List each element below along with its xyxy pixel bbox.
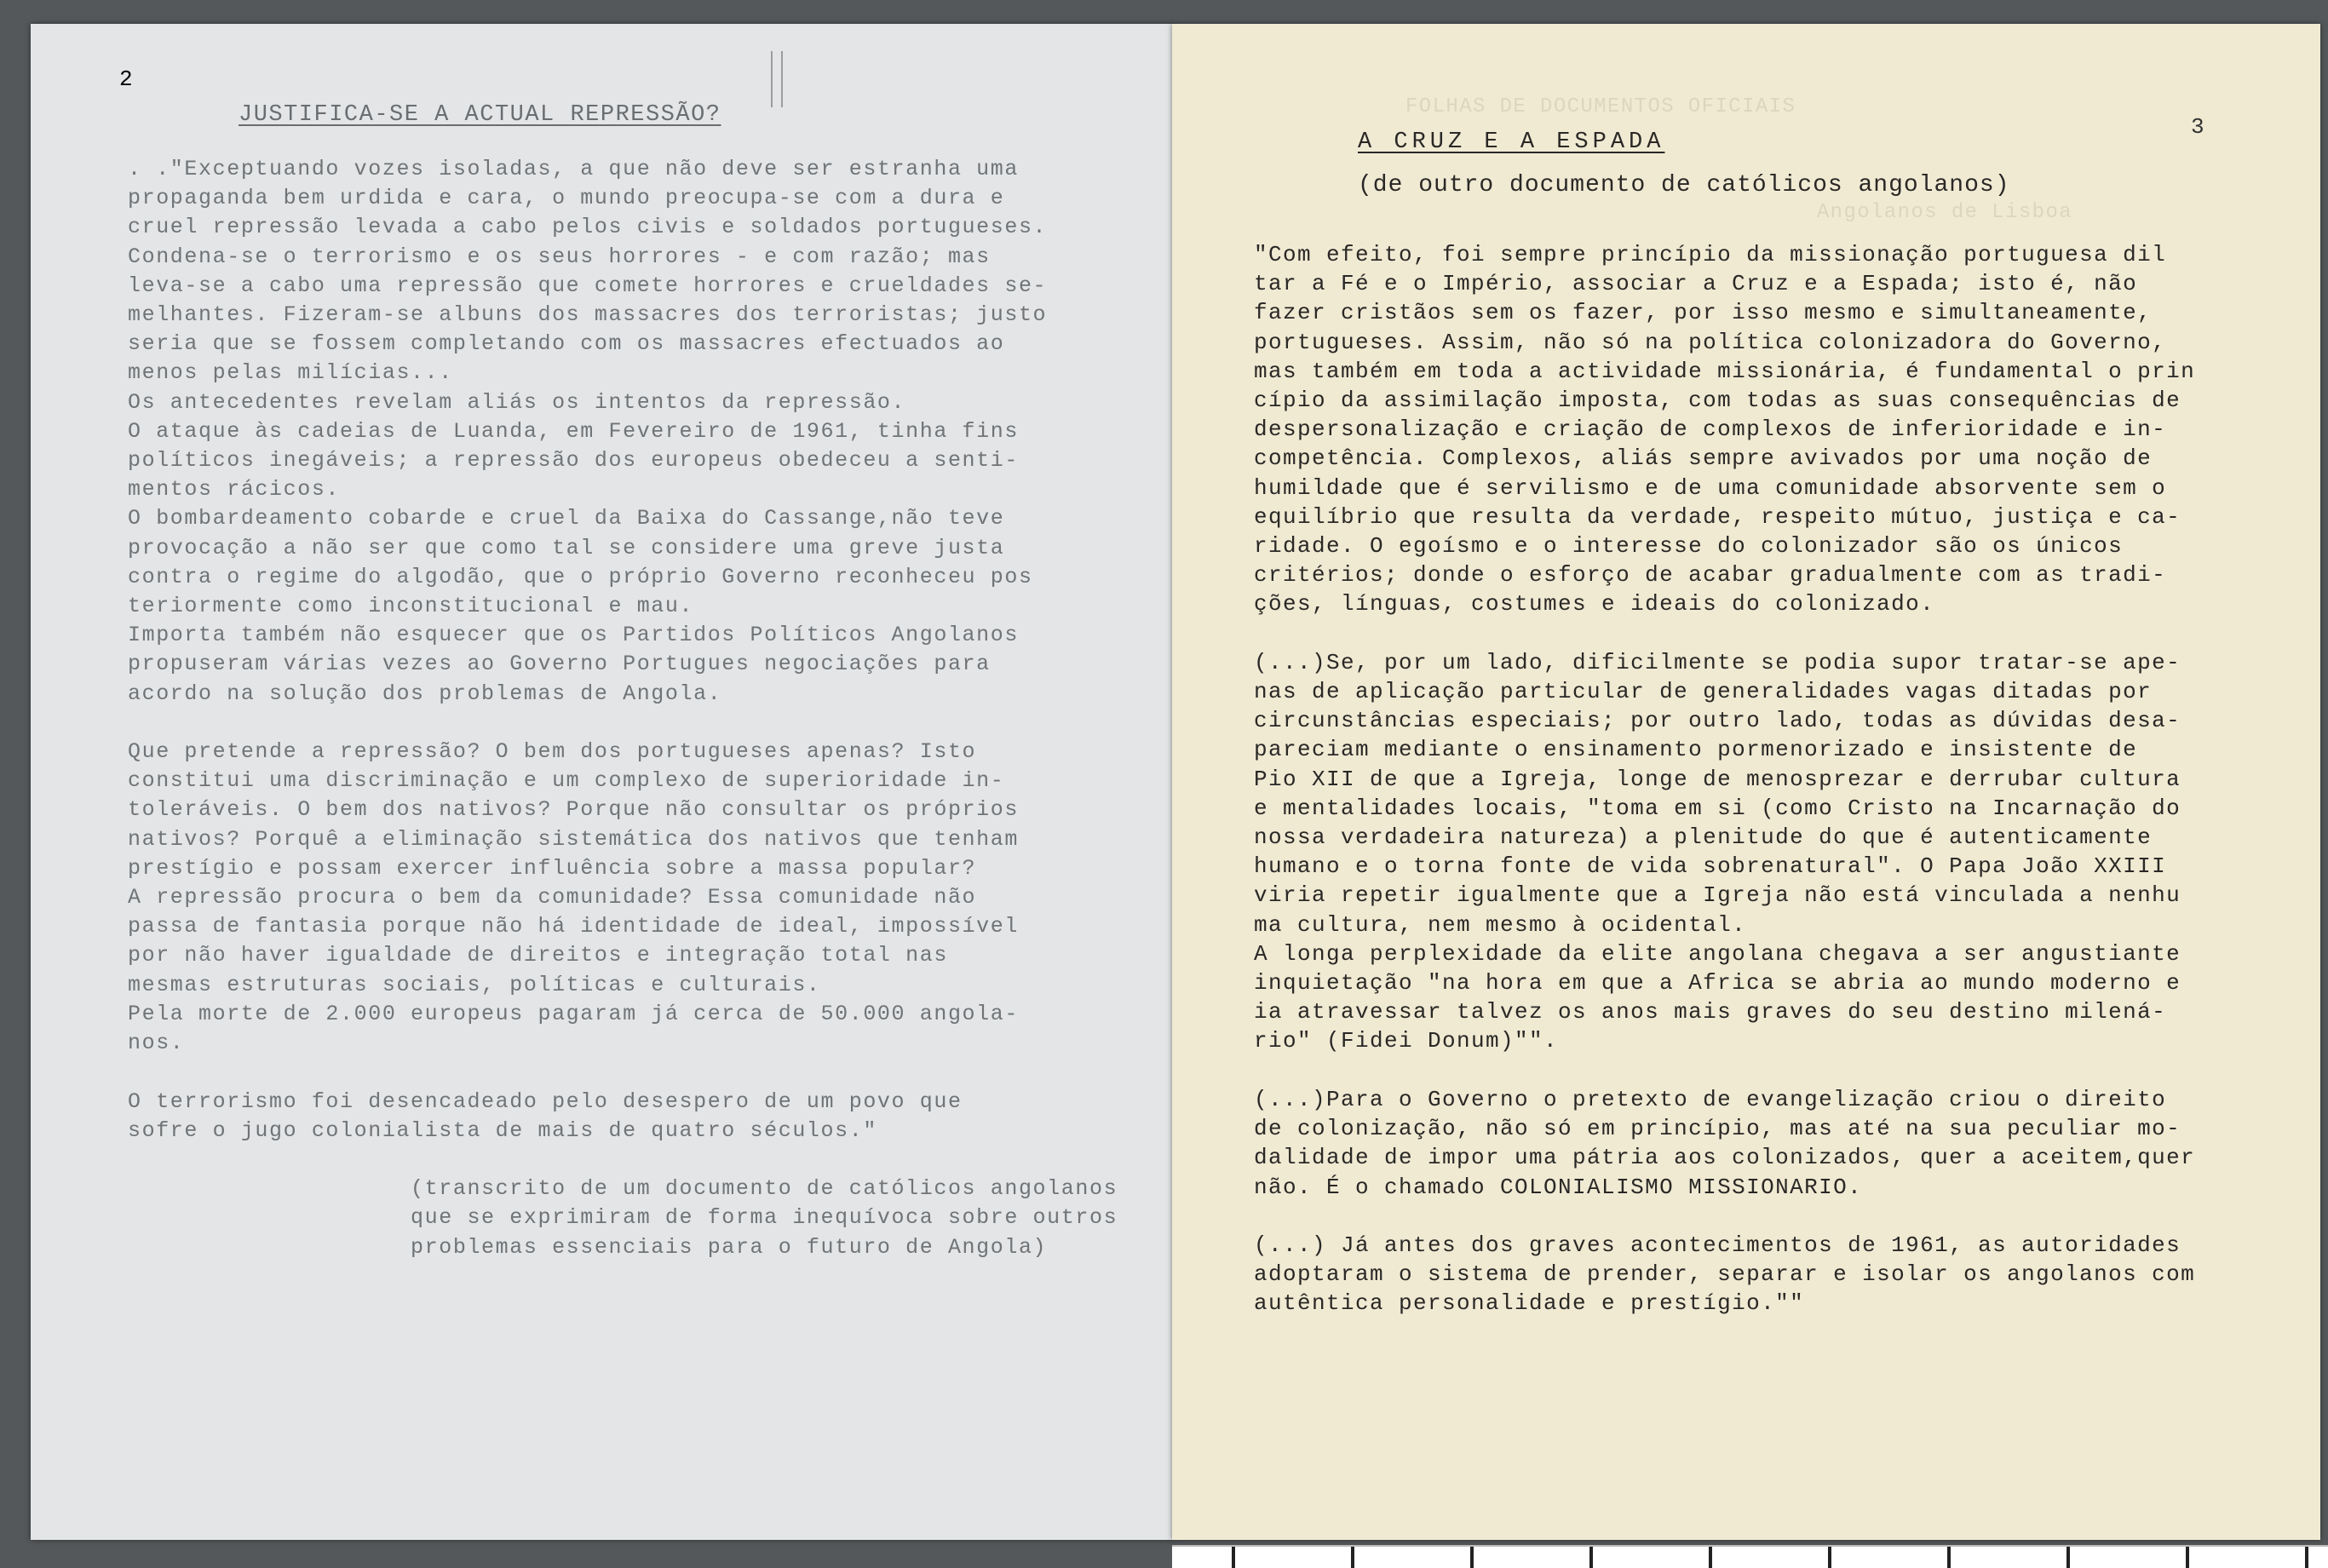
text-line: (transcrito de um documento de católicos angolanos: [128, 1176, 1118, 1202]
text-line: ções, línguas, costumes e ideais do colonizado.: [1254, 591, 1935, 617]
text-line: O bombardeamento cobarde e cruel da Baixa do Cassange,não teve: [128, 506, 1005, 531]
text-line: passa de fantasia porque não há identidade de ideal, impossível: [128, 914, 1019, 939]
text-line: Pio XII de que a Igreja, longe de menosprezar e derrubar cultura: [1254, 766, 2181, 792]
text-line: propaganda bem urdida e cara, o mundo preocupa-se com a dura e: [128, 186, 1005, 211]
text-line: constitui uma discriminação e um complexo de superioridade in-: [128, 768, 1005, 794]
text-line: mas também em toda a actividade missionária, é fundamental o prin: [1254, 358, 2196, 384]
text-line: Que pretende a repressão? O bem dos portugueses apenas? Isto: [128, 739, 977, 765]
text-line: mentos rácicos.: [128, 477, 341, 503]
text-line: despersonalização e criação de complexos de inferioridade e in-: [1254, 416, 2167, 443]
text-line: contra o regime do algodão, que o próprio Governo reconheceu pos: [128, 564, 1033, 589]
text-line: . ."Exceptuando vozes isoladas, a que não deve ser estranha uma: [128, 157, 1019, 181]
text-line: teriormente como inconstitucional e mau.: [128, 594, 694, 619]
left-page-title: JUSTIFICA-SE A ACTUAL REPRESSÃO?: [239, 102, 721, 128]
right-page-body: [1254, 240, 2327, 1318]
text-line: competência. Complexos, aliás sempre avivados por uma noção de: [1254, 445, 2153, 472]
text-line: dalidade de impor uma pátria aos colonizados, quer a aceitem,quer: [1254, 1145, 2196, 1171]
text-line: tar a Fé e o Império, associar a Cruz e a Espada; isto é, não: [1254, 271, 2138, 297]
text-line: autêntica personalidade e prestígio."": [1254, 1290, 1805, 1317]
text-line: equilíbrio que resulta da verdade, respeito mútuo, justiça e ca-: [1254, 503, 2181, 530]
text-line: circunstâncias especiais; por outro lado, todas as dúvidas desa-: [1254, 708, 2181, 734]
text-line: cípio da assimilação imposta, com todas as suas consequências de: [1254, 388, 2181, 414]
right-page-title: A CRUZ E A ESPADA: [1358, 129, 1665, 155]
text-line: Pela morte de 2.000 europeus pagaram já cerca de 50.000 angola-: [128, 1001, 1019, 1026]
text-line: portugueses. Assim, não só na política colonizadora do Governo,: [1254, 329, 2167, 355]
text-line: provocação a não ser que como tal se considere uma greve justa: [128, 535, 1005, 560]
text-line: que se exprimiram de forma inequívoca sobre outros: [128, 1205, 1118, 1231]
text-line: viria repetir igualmente que a Igreja não está vinculada a nenhu: [1254, 882, 2181, 909]
text-line: O ataque às cadeias de Luanda, em Fevereiro de 1961, tinha fins: [128, 418, 1019, 444]
left-page-body: [128, 155, 1150, 1262]
right-page-subtitle: (de outro documento de católicos angolanos): [1358, 172, 2010, 198]
text-line: critérios; donde o esforço de acabar gradualmente com as tradi-: [1254, 562, 2167, 589]
text-line: Os antecedentes revelam aliás os intentos da repressão.: [128, 389, 906, 415]
text-line: adoptaram o sistema de prender, separar e isolar os angolanos com: [1254, 1261, 2196, 1288]
text-line: cruel repressão levada a cabo pelos civis e soldados portugueses.: [128, 215, 1048, 240]
text-line: nossa verdadeira natureza) a plenitude do que é autenticamente: [1254, 824, 2153, 851]
text-line: [128, 1058, 1150, 1087]
text-line: fazer cristãos sem os fazer, por isso mesmo e simultaneamente,: [1254, 300, 2153, 326]
text-line: menos pelas milícias...: [128, 360, 453, 386]
text-line: de colonização, não só em princípio, mas até na sua peculiar mo-: [1254, 1116, 2181, 1142]
text-line: humano e o torna fonte de vida sobrenatural". O Papa João XXIII: [1254, 853, 2167, 880]
text-line: Condena-se o terrorismo e os seus horrores - e com razão; mas: [128, 244, 991, 269]
text-line: políticos inegáveis; a repressão dos europeus obedeceu a senti-: [128, 448, 1019, 474]
text-line: [1254, 619, 2327, 648]
text-line: [1254, 1056, 2327, 1085]
text-line: toleráveis. O bem dos nativos? Porque não consultar os próprios: [128, 797, 1019, 823]
text-line: pareciam mediante o ensinamento pormenorizado e insistente de: [1254, 737, 2138, 763]
text-line: [128, 1146, 1150, 1175]
text-line: humildade que é servilismo e de uma comunidade absorvente sem o: [1254, 474, 2167, 501]
text-line: sofre o jugo colonialista de mais de quatro séculos.": [128, 1117, 877, 1143]
right-page-number: 3: [2191, 114, 2204, 140]
text-line: não. É o chamado COLONIALISMO MISSIONARIO.: [1254, 1174, 1863, 1200]
text-line: nativos? Porquê a eliminação sistemática dos nativos que tenham: [128, 826, 1019, 852]
text-line: A longa perplexidade da elite angolana chegava a ser angustiante: [1254, 940, 2181, 967]
text-line: ia atravessar talvez os anos mais graves do seu destino milená-: [1254, 999, 2167, 1025]
text-line: acordo na solução dos problemas de Angola.: [128, 681, 722, 706]
text-line: rio" (Fidei Donum)"".: [1254, 1028, 1559, 1054]
text-line: (...)Para o Governo o pretexto de evangelização criou o direito: [1254, 1086, 2167, 1112]
text-line: [1254, 1202, 2327, 1231]
text-line: e mentalidades locais, "toma em si (como Cristo na Incarnação do: [1254, 795, 2181, 821]
left-page-number: 2: [119, 66, 133, 92]
text-line: [128, 709, 1150, 738]
text-line: Importa também não esquecer que os Partidos Políticos Angolanos: [128, 623, 1019, 648]
text-line: ridade. O egoísmo e o interesse do colonizador são os únicos: [1254, 533, 2124, 560]
text-line: seria que se fossem completando com os massacres efectuados ao: [128, 331, 1005, 357]
text-line: prestígio e possam exercer influência sobre a massa popular?: [128, 855, 977, 881]
text-line: A repressão procura o bem da comunidade? Essa comunidade não: [128, 885, 977, 910]
binding-mark: [771, 51, 783, 107]
scale-ruler: [1172, 1545, 2328, 1568]
text-line: leva-se a cabo uma repressão que comete horrores e crueldades se-: [128, 273, 1048, 298]
text-line: mesmas estruturas sociais, políticas e culturais.: [128, 972, 821, 997]
text-line: nas de aplicação particular de generalidades vagas ditadas por: [1254, 679, 2153, 705]
text-line: por não haver igualdade de direitos e integração total nas: [128, 943, 948, 968]
text-line: ma cultura, nem mesmo à ocidental.: [1254, 911, 1747, 938]
text-line: "Com efeito, foi sempre princípio da missionação portuguesa dil: [1254, 242, 2167, 267]
text-line: (...) Já antes dos graves acontecimentos de 1961, as autoridades: [1254, 1232, 2181, 1258]
text-line: melhantes. Fizeram-se albuns dos massacres dos terroristas; justo: [128, 302, 1048, 328]
text-line: inquietação "na hora em que a Africa se abria ao mundo moderno e: [1254, 970, 2181, 997]
text-line: (...)Se, por um lado, dificilmente se podia supor tratar-se ape-: [1254, 649, 2181, 675]
text-line: nos.: [128, 1031, 185, 1056]
text-line: propuseram várias vezes ao Governo Portugues negociações para: [128, 652, 991, 677]
text-line: O terrorismo foi desencadeado pelo desespero de um povo que: [128, 1088, 963, 1114]
text-line: problemas essenciais para o futuro de Angola): [128, 1234, 1048, 1260]
